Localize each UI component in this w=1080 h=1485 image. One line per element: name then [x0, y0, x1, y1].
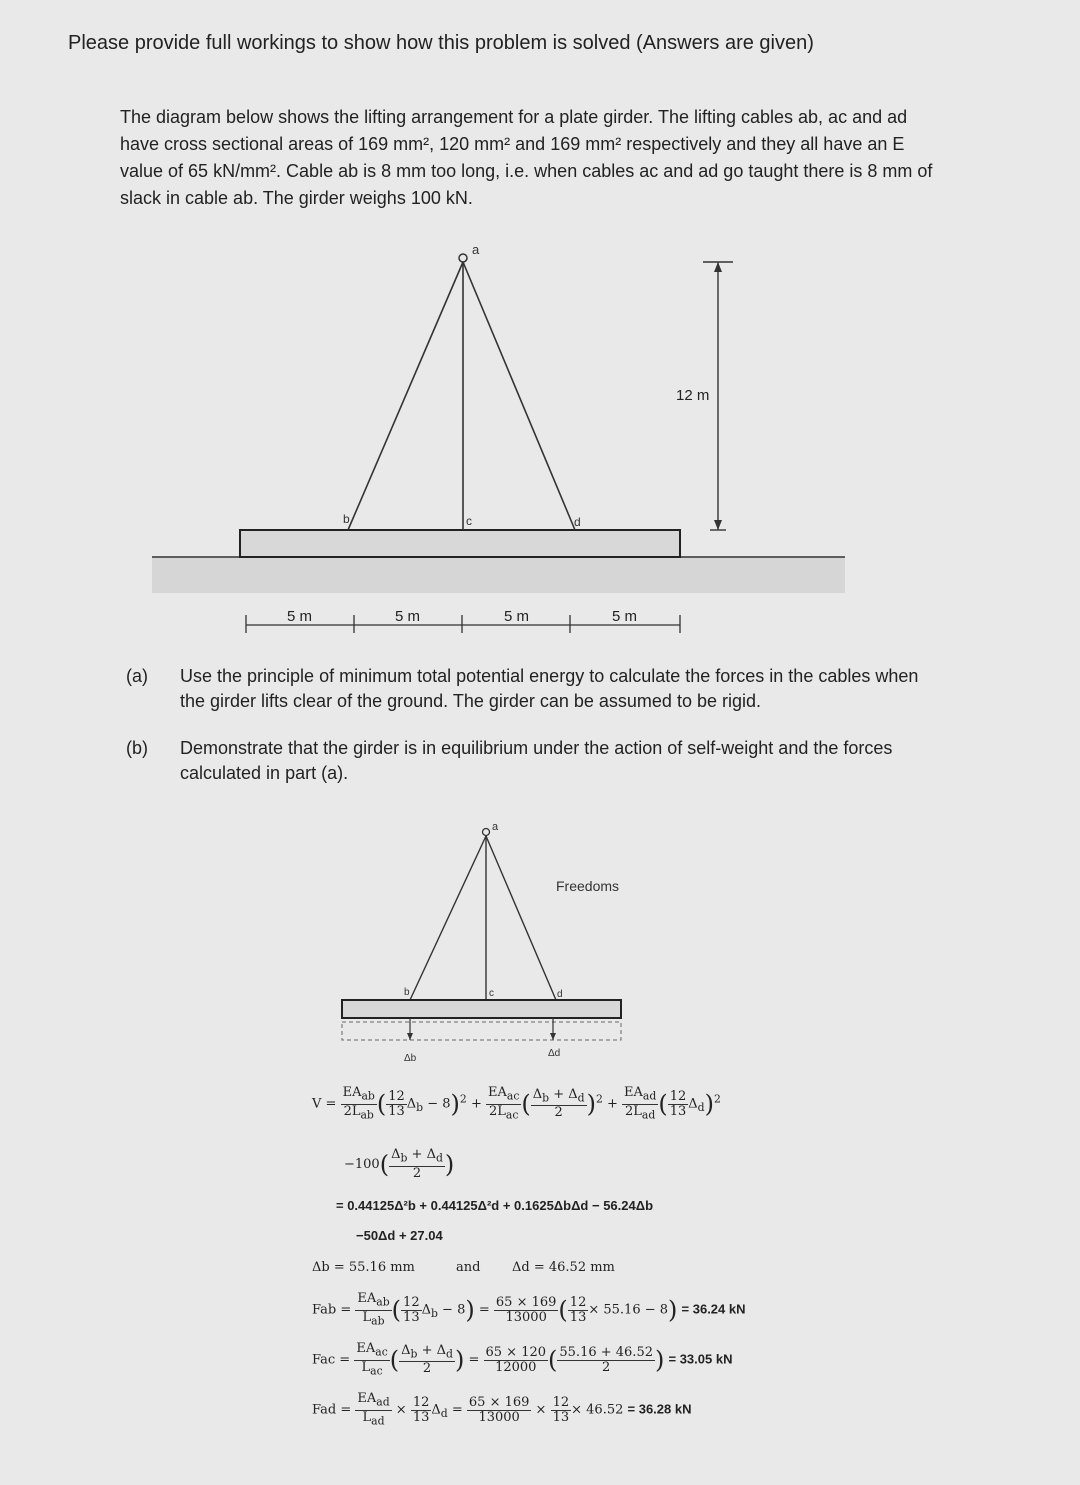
- freedoms-title: Freedoms: [556, 878, 620, 894]
- fab-den: 13000: [505, 1309, 547, 1325]
- energy-load-term: −100( $\frac{\Delta_b + \Delta_d}{2}$ ): [344, 1147, 455, 1181]
- fab-inner: × 55.16 − 8: [588, 1302, 669, 1318]
- fac-den: 12000: [495, 1359, 537, 1375]
- part-a-label: (a): [126, 666, 148, 686]
- disp-b-label: Δb: [404, 1053, 417, 1064]
- fab-result: = 36.24 kN: [681, 1301, 746, 1317]
- delta-b-result: Δb = 55.16 mm: [312, 1260, 415, 1275]
- fac-sub: 65 × 120: [485, 1344, 547, 1360]
- fad-result: = 36.28 kN: [627, 1401, 692, 1417]
- fac-result: = 33.05 kN: [668, 1351, 733, 1367]
- expanded-energy-2: −50Δd + 27.04: [356, 1228, 443, 1243]
- v-symbol: V: [312, 1096, 322, 1112]
- part-b-label: (b): [126, 738, 148, 758]
- load-term-coef: −100: [344, 1156, 380, 1172]
- force-ac-line: Fac = $\frac{EA_{ac}}{L_{ac}}$ ( $\frac{\Delta_b + \Delta_d}{2}$ ) = $\frac{65 \times 120}{12000}$ ( $\frac{55.16 + 46.52}{2}$ ) = 33.05 kN: [312, 1341, 733, 1378]
- f-label-c: c: [489, 988, 494, 999]
- fab-sub: 65 × 169: [495, 1294, 557, 1310]
- f-label-a: a: [492, 821, 499, 833]
- f-label-d: d: [557, 989, 563, 1000]
- fad-den: 13000: [478, 1409, 520, 1425]
- label-b: b: [343, 512, 350, 526]
- span-label-1: 5 m: [287, 608, 313, 625]
- delta-d-result: Δd = 46.52 mm: [512, 1260, 615, 1275]
- span-label-3: 5 m: [504, 608, 530, 625]
- fad-lhs: Fad =: [312, 1402, 352, 1418]
- part-b-text: Demonstrate that the girder is in equilibrium under the action of self-weight and the forces calculated in part (a).: [180, 738, 893, 783]
- span-label-4: 5 m: [612, 608, 638, 625]
- and-word: and: [456, 1260, 481, 1275]
- girder-freedoms: [342, 1000, 621, 1018]
- equals: =: [325, 1096, 337, 1112]
- fac-inner: 55.16 + 46.52: [559, 1344, 653, 1360]
- fac-lhs: Fac =: [312, 1352, 351, 1368]
- label-a: a: [472, 242, 480, 257]
- fab-lhs: Fab =: [312, 1302, 352, 1318]
- fad-sub: 65 × 169: [468, 1394, 530, 1410]
- force-ad-line: Fad = $\frac{EA_{ad}}{L_{ad}}$ × $\frac{12}{13}$ $\Delta_d$ = $\frac{65 \times 169}{13000}$ × $\frac{12}{13}$ × 46.52 = 36.28 kN: [312, 1391, 692, 1428]
- question-heading: Please provide full workings to show how this problem is solved (Answers are given): [68, 32, 814, 54]
- label-c: c: [466, 514, 472, 528]
- label-d: d: [574, 515, 581, 529]
- height-label: 12 m: [676, 387, 710, 404]
- f-label-b: b: [404, 987, 410, 998]
- energy-equation: V = $\frac{EA_{ab}}{2L_{ab}}$ ( $\frac{12}{13}$ $\Delta_b - 8)^2$ + $\frac{EA_{ac}}{2L_{ac}}$ ( $\frac{\Delta_b + \Delta_d}{2}$ )$^2$ + $\frac{EA_{ad}}{2L_{ad}}$ ( $\frac{12}{13}$ $\Delta_d)^2$: [312, 1085, 721, 1122]
- problem-statement: The diagram below shows the lifting arrangement for a plate girder. The lifting cables ab, ac and ad have cross sectional areas of 169 mm², 120 mm² and 169 mm² respectively and they all have an E value of 65 kN/mm². Cable ab is 8 mm too long, i.e. when cables ac and ad go taught there is 8 mm of slack in cable ab. The girder weighs 100 kN.: [120, 107, 933, 208]
- fad-inner: × 46.52: [571, 1402, 624, 1418]
- force-ab-line: Fab = $\frac{EA_{ab}}{L_{ab}}$ ( $\frac{12}{13}$ $\Delta_b - 8$) = $\frac{65 \times 169}{13000}$ ( $\frac{12}{13}$ × 55.16 − 8) = 36.24 kN: [312, 1291, 746, 1328]
- span-label-2: 5 m: [395, 608, 421, 625]
- part-a-text: Use the principle of minimum total potential energy to calculate the forces in the cables when the girder lifts clear of the ground. The girder can be assumed to be rigid.: [180, 666, 919, 711]
- expanded-energy-1: = 0.44125Δ²b + 0.44125Δ²d + 0.1625ΔbΔd − 56.24Δb: [336, 1198, 654, 1213]
- disp-d-label: Δd: [548, 1048, 561, 1059]
